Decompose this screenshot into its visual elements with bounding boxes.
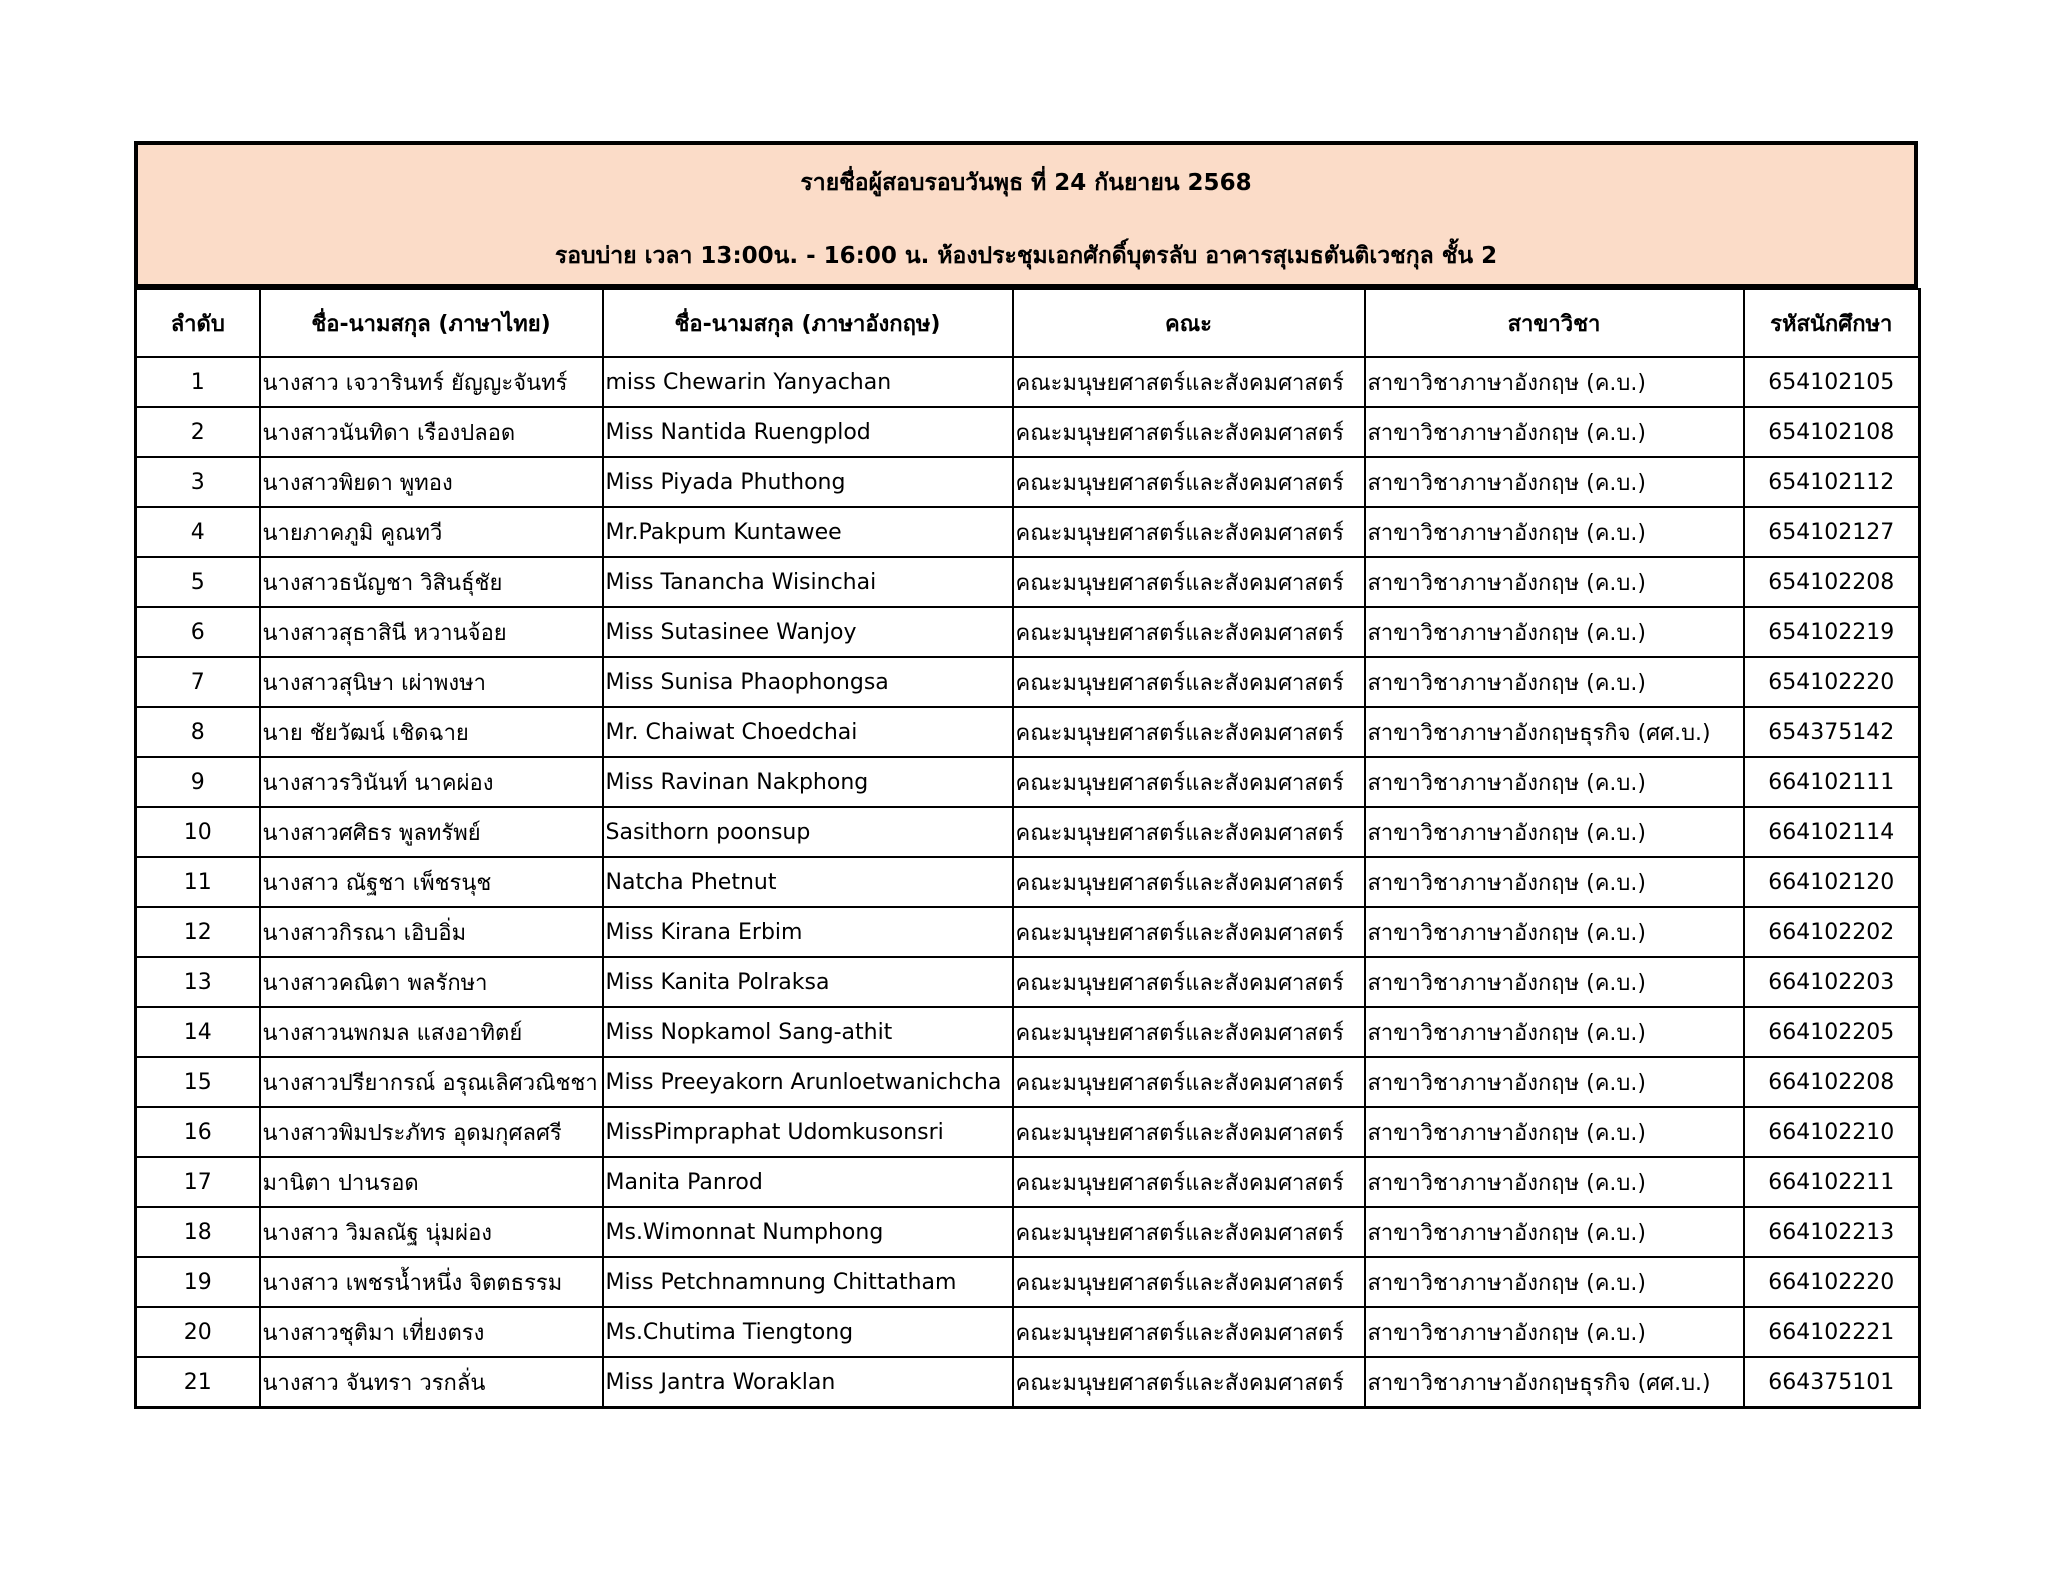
- cell-student-id: 664102120: [1744, 857, 1920, 907]
- cell-major: สาขาวิชาภาษาอังกฤษ (ค.บ.): [1365, 407, 1744, 457]
- cell-thai-name: นางสาวกิรณา เอิบอิ่ม: [260, 907, 603, 957]
- cell-major: สาขาวิชาภาษาอังกฤษ (ค.บ.): [1365, 1207, 1744, 1257]
- cell-row-number: 11: [136, 857, 260, 907]
- cell-faculty: คณะมนุษยศาสตร์และสังคมศาสตร์: [1013, 557, 1365, 607]
- cell-student-id: 664102213: [1744, 1207, 1920, 1257]
- roster-table: [134, 288, 1921, 1409]
- cell-faculty: คณะมนุษยศาสตร์และสังคมศาสตร์: [1013, 1057, 1365, 1107]
- column-header-major: สาขาวิชา: [1365, 289, 1744, 357]
- cell-thai-name: นางสาว วิมลณัฐ นุ่มผ่อง: [260, 1207, 603, 1257]
- cell-row-number: 5: [136, 557, 260, 607]
- cell-thai-name: นางสาว เพชรน้ำหนึ่ง จิตตธรรม: [260, 1257, 603, 1307]
- cell-thai-name: มานิตา ปานรอด: [260, 1157, 603, 1207]
- cell-faculty: คณะมนุษยศาสตร์และสังคมศาสตร์: [1013, 757, 1365, 807]
- cell-row-number: 3: [136, 457, 260, 507]
- cell-faculty: คณะมนุษยศาสตร์และสังคมศาสตร์: [1013, 907, 1365, 957]
- cell-english-name: Manita Panrod: [603, 1157, 1013, 1207]
- cell-major: สาขาวิชาภาษาอังกฤษ (ค.บ.): [1365, 557, 1744, 607]
- cell-student-id: 654102208: [1744, 557, 1920, 607]
- column-header-english-name: ชื่อ-นามสกุล (ภาษาอังกฤษ): [603, 289, 1013, 357]
- cell-english-name: Miss Nantida Ruengplod: [603, 407, 1013, 457]
- cell-student-id: 664102220: [1744, 1257, 1920, 1307]
- cell-student-id: 654102127: [1744, 507, 1920, 557]
- cell-row-number: 10: [136, 807, 260, 857]
- cell-english-name: Mr. Chaiwat Choedchai: [603, 707, 1013, 757]
- table-row: [136, 857, 1920, 907]
- cell-major: สาขาวิชาภาษาอังกฤษ (ค.บ.): [1365, 1057, 1744, 1107]
- cell-english-name: Miss Preeyakorn Arunloetwanichcha: [603, 1057, 1013, 1107]
- column-header-student-id: รหัสนักศึกษา: [1744, 289, 1920, 357]
- table-row: [136, 557, 1920, 607]
- cell-thai-name: นางสาวพิมประภัทร อุดมกุศลศรี: [260, 1107, 603, 1157]
- cell-faculty: คณะมนุษยศาสตร์และสังคมศาสตร์: [1013, 1157, 1365, 1207]
- cell-english-name: Miss Petchnamnung Chittatham: [603, 1257, 1013, 1307]
- cell-thai-name: นางสาวคณิตา พลรักษา: [260, 957, 603, 1007]
- cell-major: สาขาวิชาภาษาอังกฤษ (ค.บ.): [1365, 1257, 1744, 1307]
- cell-major: สาขาวิชาภาษาอังกฤษ (ค.บ.): [1365, 1157, 1744, 1207]
- cell-row-number: 21: [136, 1357, 260, 1408]
- table-row: [136, 1057, 1920, 1107]
- cell-thai-name: นาย ชัยวัฒน์ เชิดฉาย: [260, 707, 603, 757]
- cell-faculty: คณะมนุษยศาสตร์และสังคมศาสตร์: [1013, 707, 1365, 757]
- cell-student-id: 664102205: [1744, 1007, 1920, 1057]
- cell-faculty: คณะมนุษยศาสตร์และสังคมศาสตร์: [1013, 507, 1365, 557]
- cell-faculty: คณะมนุษยศาสตร์และสังคมศาสตร์: [1013, 957, 1365, 1007]
- cell-english-name: Ms.Wimonnat Numphong: [603, 1207, 1013, 1257]
- table-row: [136, 1107, 1920, 1157]
- cell-thai-name: นางสาว จันทรา วรกลั่น: [260, 1357, 603, 1408]
- cell-english-name: Miss Ravinan Nakphong: [603, 757, 1013, 807]
- table-row: [136, 607, 1920, 657]
- cell-major: สาขาวิชาภาษาอังกฤษ (ค.บ.): [1365, 507, 1744, 557]
- cell-major: สาขาวิชาภาษาอังกฤษ (ค.บ.): [1365, 457, 1744, 507]
- cell-english-name: Miss Jantra Woraklan: [603, 1357, 1013, 1408]
- cell-student-id: 664102202: [1744, 907, 1920, 957]
- cell-faculty: คณะมนุษยศาสตร์และสังคมศาสตร์: [1013, 1107, 1365, 1157]
- cell-row-number: 17: [136, 1157, 260, 1207]
- cell-student-id: 664102211: [1744, 1157, 1920, 1207]
- table-row: [136, 1207, 1920, 1257]
- table-row: [136, 1157, 1920, 1207]
- cell-major: สาขาวิชาภาษาอังกฤษ (ค.บ.): [1365, 907, 1744, 957]
- cell-row-number: 4: [136, 507, 260, 557]
- cell-thai-name: นางสาว ณัฐชา เพ็ชรนุช: [260, 857, 603, 907]
- cell-english-name: miss Chewarin Yanyachan: [603, 357, 1013, 407]
- table-row: [136, 957, 1920, 1007]
- cell-student-id: 664102208: [1744, 1057, 1920, 1107]
- cell-english-name: Natcha Phetnut: [603, 857, 1013, 907]
- cell-english-name: Mr.Pakpum Kuntawee: [603, 507, 1013, 557]
- cell-thai-name: นายภาคภูมิ คูณทวี: [260, 507, 603, 557]
- cell-row-number: 19: [136, 1257, 260, 1307]
- cell-english-name: Sasithorn poonsup: [603, 807, 1013, 857]
- exam-roster-sheet: [134, 141, 1918, 1409]
- cell-row-number: 20: [136, 1307, 260, 1357]
- cell-faculty: คณะมนุษยศาสตร์และสังคมศาสตร์: [1013, 407, 1365, 457]
- cell-faculty: คณะมนุษยศาสตร์และสังคมศาสตร์: [1013, 1307, 1365, 1357]
- cell-row-number: 14: [136, 1007, 260, 1057]
- cell-english-name: Miss Sunisa Phaophongsa: [603, 657, 1013, 707]
- cell-major: สาขาวิชาภาษาอังกฤษ (ค.บ.): [1365, 757, 1744, 807]
- cell-student-id: 654102105: [1744, 357, 1920, 407]
- roster-table-body: [136, 357, 1920, 1408]
- cell-major: สาขาวิชาภาษาอังกฤษ (ค.บ.): [1365, 1107, 1744, 1157]
- cell-major: สาขาวิชาภาษาอังกฤษ (ค.บ.): [1365, 807, 1744, 857]
- table-row: [136, 807, 1920, 857]
- cell-row-number: 12: [136, 907, 260, 957]
- cell-thai-name: นางสาว เจวารินทร์ ยัญญะจันทร์: [260, 357, 603, 407]
- table-row: [136, 457, 1920, 507]
- cell-row-number: 13: [136, 957, 260, 1007]
- cell-student-id: 664102203: [1744, 957, 1920, 1007]
- cell-major: สาขาวิชาภาษาอังกฤษธุรกิจ (ศศ.บ.): [1365, 1357, 1744, 1408]
- cell-faculty: คณะมนุษยศาสตร์และสังคมศาสตร์: [1013, 657, 1365, 707]
- cell-thai-name: นางสาวสุธาสินี หวานจ้อย: [260, 607, 603, 657]
- cell-major: สาขาวิชาภาษาอังกฤษ (ค.บ.): [1365, 957, 1744, 1007]
- cell-thai-name: นางสาวสุนิษา เผ่าพงษา: [260, 657, 603, 707]
- cell-student-id: 654102220: [1744, 657, 1920, 707]
- table-row: [136, 907, 1920, 957]
- table-row: [136, 1007, 1920, 1057]
- table-row: [136, 1307, 1920, 1357]
- cell-student-id: 654102219: [1744, 607, 1920, 657]
- table-header-row: [136, 289, 1920, 357]
- cell-faculty: คณะมนุษยศาสตร์และสังคมศาสตร์: [1013, 1357, 1365, 1408]
- cell-row-number: 9: [136, 757, 260, 807]
- cell-thai-name: นางสาวปรียากรณ์ อรุณเลิศวณิชชา: [260, 1057, 603, 1107]
- cell-english-name: Miss Nopkamol Sang-athit: [603, 1007, 1013, 1057]
- cell-row-number: 8: [136, 707, 260, 757]
- cell-row-number: 18: [136, 1207, 260, 1257]
- cell-row-number: 6: [136, 607, 260, 657]
- cell-major: สาขาวิชาภาษาอังกฤษ (ค.บ.): [1365, 1007, 1744, 1057]
- cell-faculty: คณะมนุษยศาสตร์และสังคมศาสตร์: [1013, 807, 1365, 857]
- cell-english-name: Miss Sutasinee Wanjoy: [603, 607, 1013, 657]
- cell-faculty: คณะมนุษยศาสตร์และสังคมศาสตร์: [1013, 857, 1365, 907]
- cell-row-number: 15: [136, 1057, 260, 1107]
- cell-english-name: MissPimpraphat Udomkusonsri: [603, 1107, 1013, 1157]
- cell-english-name: Ms.Chutima Tiengtong: [603, 1307, 1013, 1357]
- cell-major: สาขาวิชาภาษาอังกฤษ (ค.บ.): [1365, 357, 1744, 407]
- column-header-faculty: คณะ: [1013, 289, 1365, 357]
- cell-student-id: 664102114: [1744, 807, 1920, 857]
- table-row: [136, 657, 1920, 707]
- cell-row-number: 7: [136, 657, 260, 707]
- cell-student-id: 664375101: [1744, 1357, 1920, 1408]
- cell-faculty: คณะมนุษยศาสตร์และสังคมศาสตร์: [1013, 1207, 1365, 1257]
- cell-thai-name: นางสาวศศิธร พูลทรัพย์: [260, 807, 603, 857]
- roster-session-info: รอบบ่าย เวลา 13:00น. - 16:00 น. ห้องประชุมเอกศักดิ์บุตรลับ อาคารสุเมธตันติเวชกุล ชั้น 2: [554, 243, 1498, 269]
- table-row: [136, 1257, 1920, 1307]
- cell-faculty: คณะมนุษยศาสตร์และสังคมศาสตร์: [1013, 1257, 1365, 1307]
- cell-student-id: 664102210: [1744, 1107, 1920, 1157]
- cell-faculty: คณะมนุษยศาสตร์และสังคมศาสตร์: [1013, 1007, 1365, 1057]
- cell-thai-name: นางสาวธนัญชา วิสินธุ์ชัย: [260, 557, 603, 607]
- cell-faculty: คณะมนุษยศาสตร์และสังคมศาสตร์: [1013, 457, 1365, 507]
- cell-student-id: 664102221: [1744, 1307, 1920, 1357]
- cell-major: สาขาวิชาภาษาอังกฤษ (ค.บ.): [1365, 1307, 1744, 1357]
- cell-student-id: 654375142: [1744, 707, 1920, 757]
- cell-thai-name: นางสาวพิยดา พูทอง: [260, 457, 603, 507]
- cell-thai-name: นางสาวนันทิดา เรืองปลอด: [260, 407, 603, 457]
- cell-row-number: 2: [136, 407, 260, 457]
- cell-student-id: 654102112: [1744, 457, 1920, 507]
- cell-major: สาขาวิชาภาษาอังกฤษ (ค.บ.): [1365, 607, 1744, 657]
- cell-english-name: Miss Kirana Erbim: [603, 907, 1013, 957]
- cell-english-name: Miss Tanancha Wisinchai: [603, 557, 1013, 607]
- table-row: [136, 357, 1920, 407]
- cell-faculty: คณะมนุษยศาสตร์และสังคมศาสตร์: [1013, 357, 1365, 407]
- cell-student-id: 664102111: [1744, 757, 1920, 807]
- cell-major: สาขาวิชาภาษาอังกฤษ (ค.บ.): [1365, 857, 1744, 907]
- table-row: [136, 407, 1920, 457]
- cell-major: สาขาวิชาภาษาอังกฤษ (ค.บ.): [1365, 657, 1744, 707]
- table-row: [136, 507, 1920, 557]
- cell-english-name: Miss Piyada Phuthong: [603, 457, 1013, 507]
- cell-student-id: 654102108: [1744, 407, 1920, 457]
- cell-major: สาขาวิชาภาษาอังกฤษธุรกิจ (ศศ.บ.): [1365, 707, 1744, 757]
- cell-thai-name: นางสาวรวินันท์ นาคผ่อง: [260, 757, 603, 807]
- cell-thai-name: นางสาวชุติมา เที่ยงตรง: [260, 1307, 603, 1357]
- cell-english-name: Miss Kanita Polraksa: [603, 957, 1013, 1007]
- table-row: [136, 1357, 1920, 1408]
- cell-thai-name: นางสาวนพกมล แสงอาทิตย์: [260, 1007, 603, 1057]
- column-header-no: ลำดับ: [136, 289, 260, 357]
- table-row: [136, 757, 1920, 807]
- cell-faculty: คณะมนุษยศาสตร์และสังคมศาสตร์: [1013, 607, 1365, 657]
- roster-title: รายชื่อผู้สอบรอบวันพุธ ที่ 24 กันยายน 2568: [800, 170, 1252, 196]
- table-row: [136, 707, 1920, 757]
- column-header-thai-name: ชื่อ-นามสกุล (ภาษาไทย): [260, 289, 603, 357]
- roster-header: [134, 141, 1918, 288]
- cell-row-number: 16: [136, 1107, 260, 1157]
- cell-row-number: 1: [136, 357, 260, 407]
